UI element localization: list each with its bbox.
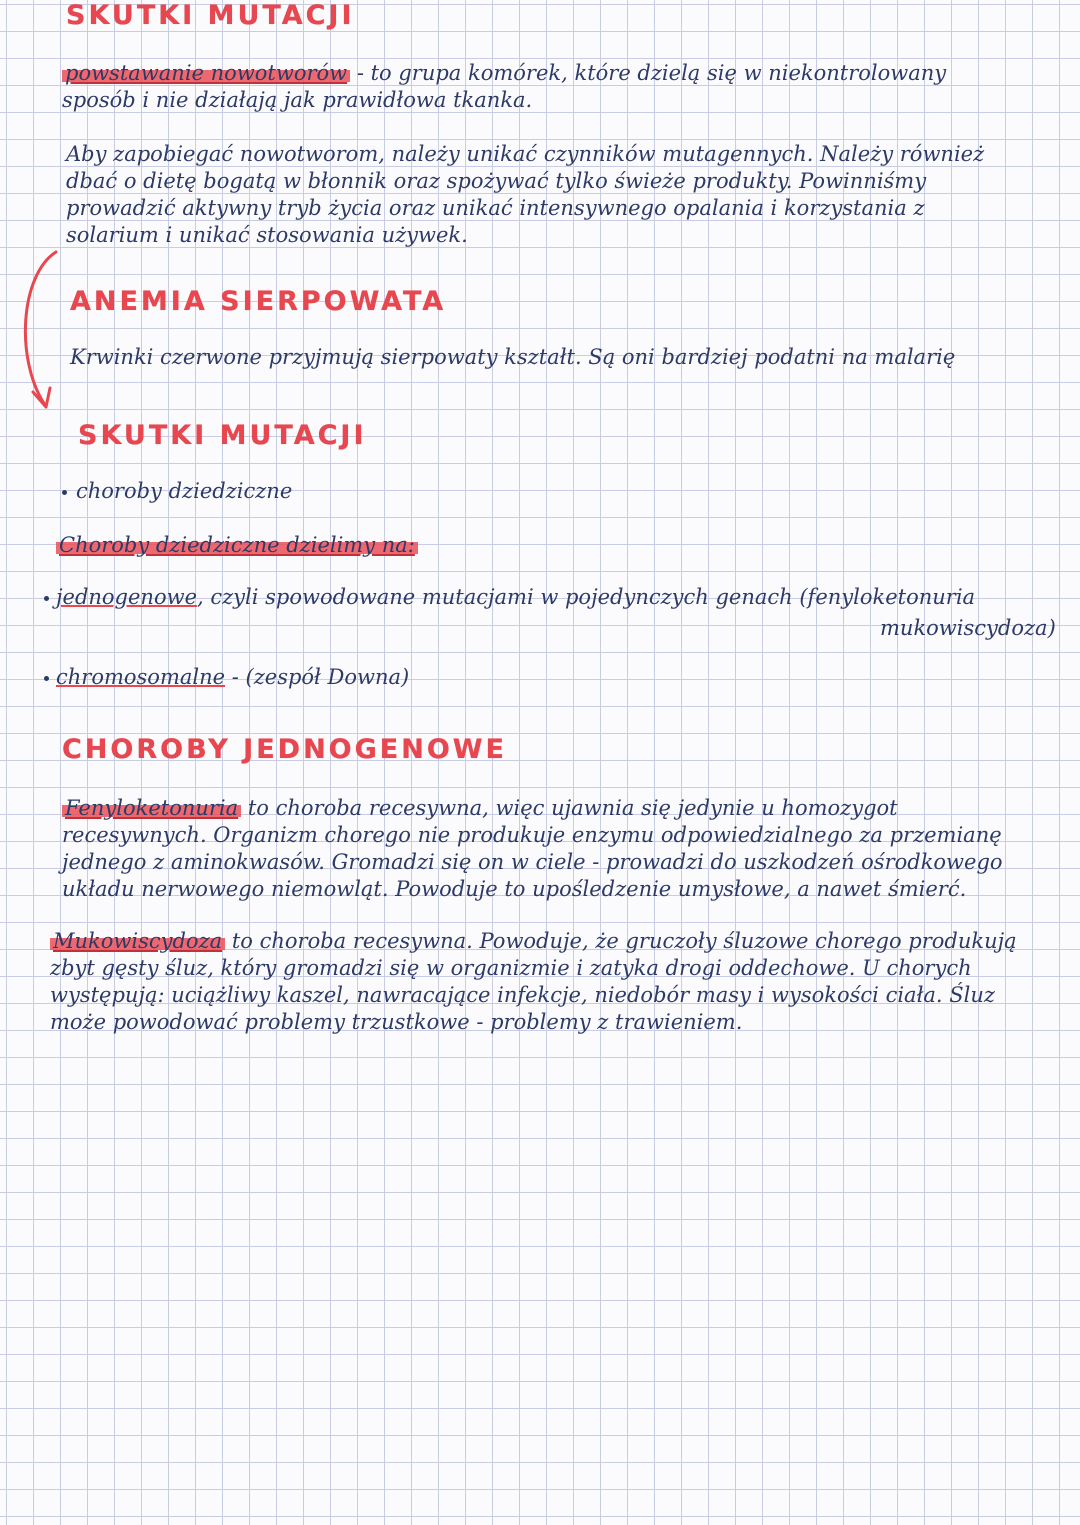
heading-choroby-jednogenowe: CHOROBY JEDNOGENOWE: [62, 734, 507, 765]
item-chromosomalne-term: chromosomalne: [56, 665, 226, 689]
fenyloketonuria-paragraph: [62, 795, 1027, 903]
bullet-dot: [44, 676, 49, 681]
anemia-text: Krwinki czerwone przyjmują sierpowaty kształt. Są oni bardziej podatni na malarię: [70, 345, 956, 369]
item-jednogenowe: [56, 584, 975, 611]
mukowiscydoza-term: Mukowiscydoza: [50, 929, 225, 953]
prevention-paragraph: Aby zapobiegać nowotworom, należy unikać czynników mutagennych. Należy również dbać o dietę bogatą w błonnik oraz spożywać tylko świeże produkty. Powinniśmy prowadzić aktywny tryb życia oraz unikać intensywnego opalania i korzystania z solarium i unikać stosowania używek.: [66, 142, 985, 247]
item-jednogenowe-cont: mukowiscydoza): [880, 616, 1056, 640]
tumor-definition: [62, 60, 1022, 114]
subheading-highlight: Choroby dziedziczne dzielimy na:: [56, 533, 418, 557]
fenyloketonuria-term: Fenyloketonuria: [62, 796, 241, 820]
fenyloketonuria-text: to choroba recesywna, więc ujawnia się jedynie u homozygot recesywnych. Organizm chorego nie produkuje enzymu odpowiedzialnego za przemianę jednego z aminokwasów. Gromadzi się on w ciele - prowadzi do uszkodzeń ośrodkowego układu nerwowego niemowląt. Powoduje to upośledzenie umysłowe, a nawet śmierć.: [62, 796, 1003, 901]
definition-text: - to grupa komórek, które dzielą się w niekontrolowany sposób i nie działają jak prawidłowa tkanka.: [62, 61, 947, 112]
bullet-dot: [62, 490, 67, 495]
subheading-choroby-dzielimy: [56, 532, 418, 559]
bullet-dot: [44, 596, 49, 601]
bullet-choroby-dziedziczne: choroby dziedziczne: [76, 479, 293, 503]
mukowiscydoza-paragraph: [50, 928, 1025, 1036]
heading-skutki-mutacji-2: SKUTKI MUTACJI: [78, 420, 367, 451]
item-jednogenowe-text: , czyli spowodowane mutacjami w pojedynczych genach (fenyloketonuria: [197, 585, 976, 609]
item-jednogenowe-term: jednogenowe: [56, 585, 197, 609]
item-chromosomalne-text: - (zespół Downa): [231, 665, 410, 689]
item-chromosomalne: [56, 664, 409, 691]
curved-arrow-icon: [0, 0, 80, 440]
heading-anemia-sierpowata: ANEMIA SIERPOWATA: [70, 286, 447, 317]
mukowiscydoza-text: to choroba recesywna. Powoduje, że gruczoły śluzowe chorego produkują zbyt gęsty śluz, który gromadzi się w organizmie i zatyka drogi oddechowe. U chorych występują: uciążliwy kaszel, nawracające infekcje, niedobór masy i wysokości ciała. Śluz może powodować problemy trzustkowe - problemy z trawieniem.: [50, 929, 1017, 1034]
term-highlight: powstawanie nowotworów: [62, 61, 350, 85]
heading-skutki-mutacji-1: SKUTKI MUTACJI: [66, 0, 355, 31]
